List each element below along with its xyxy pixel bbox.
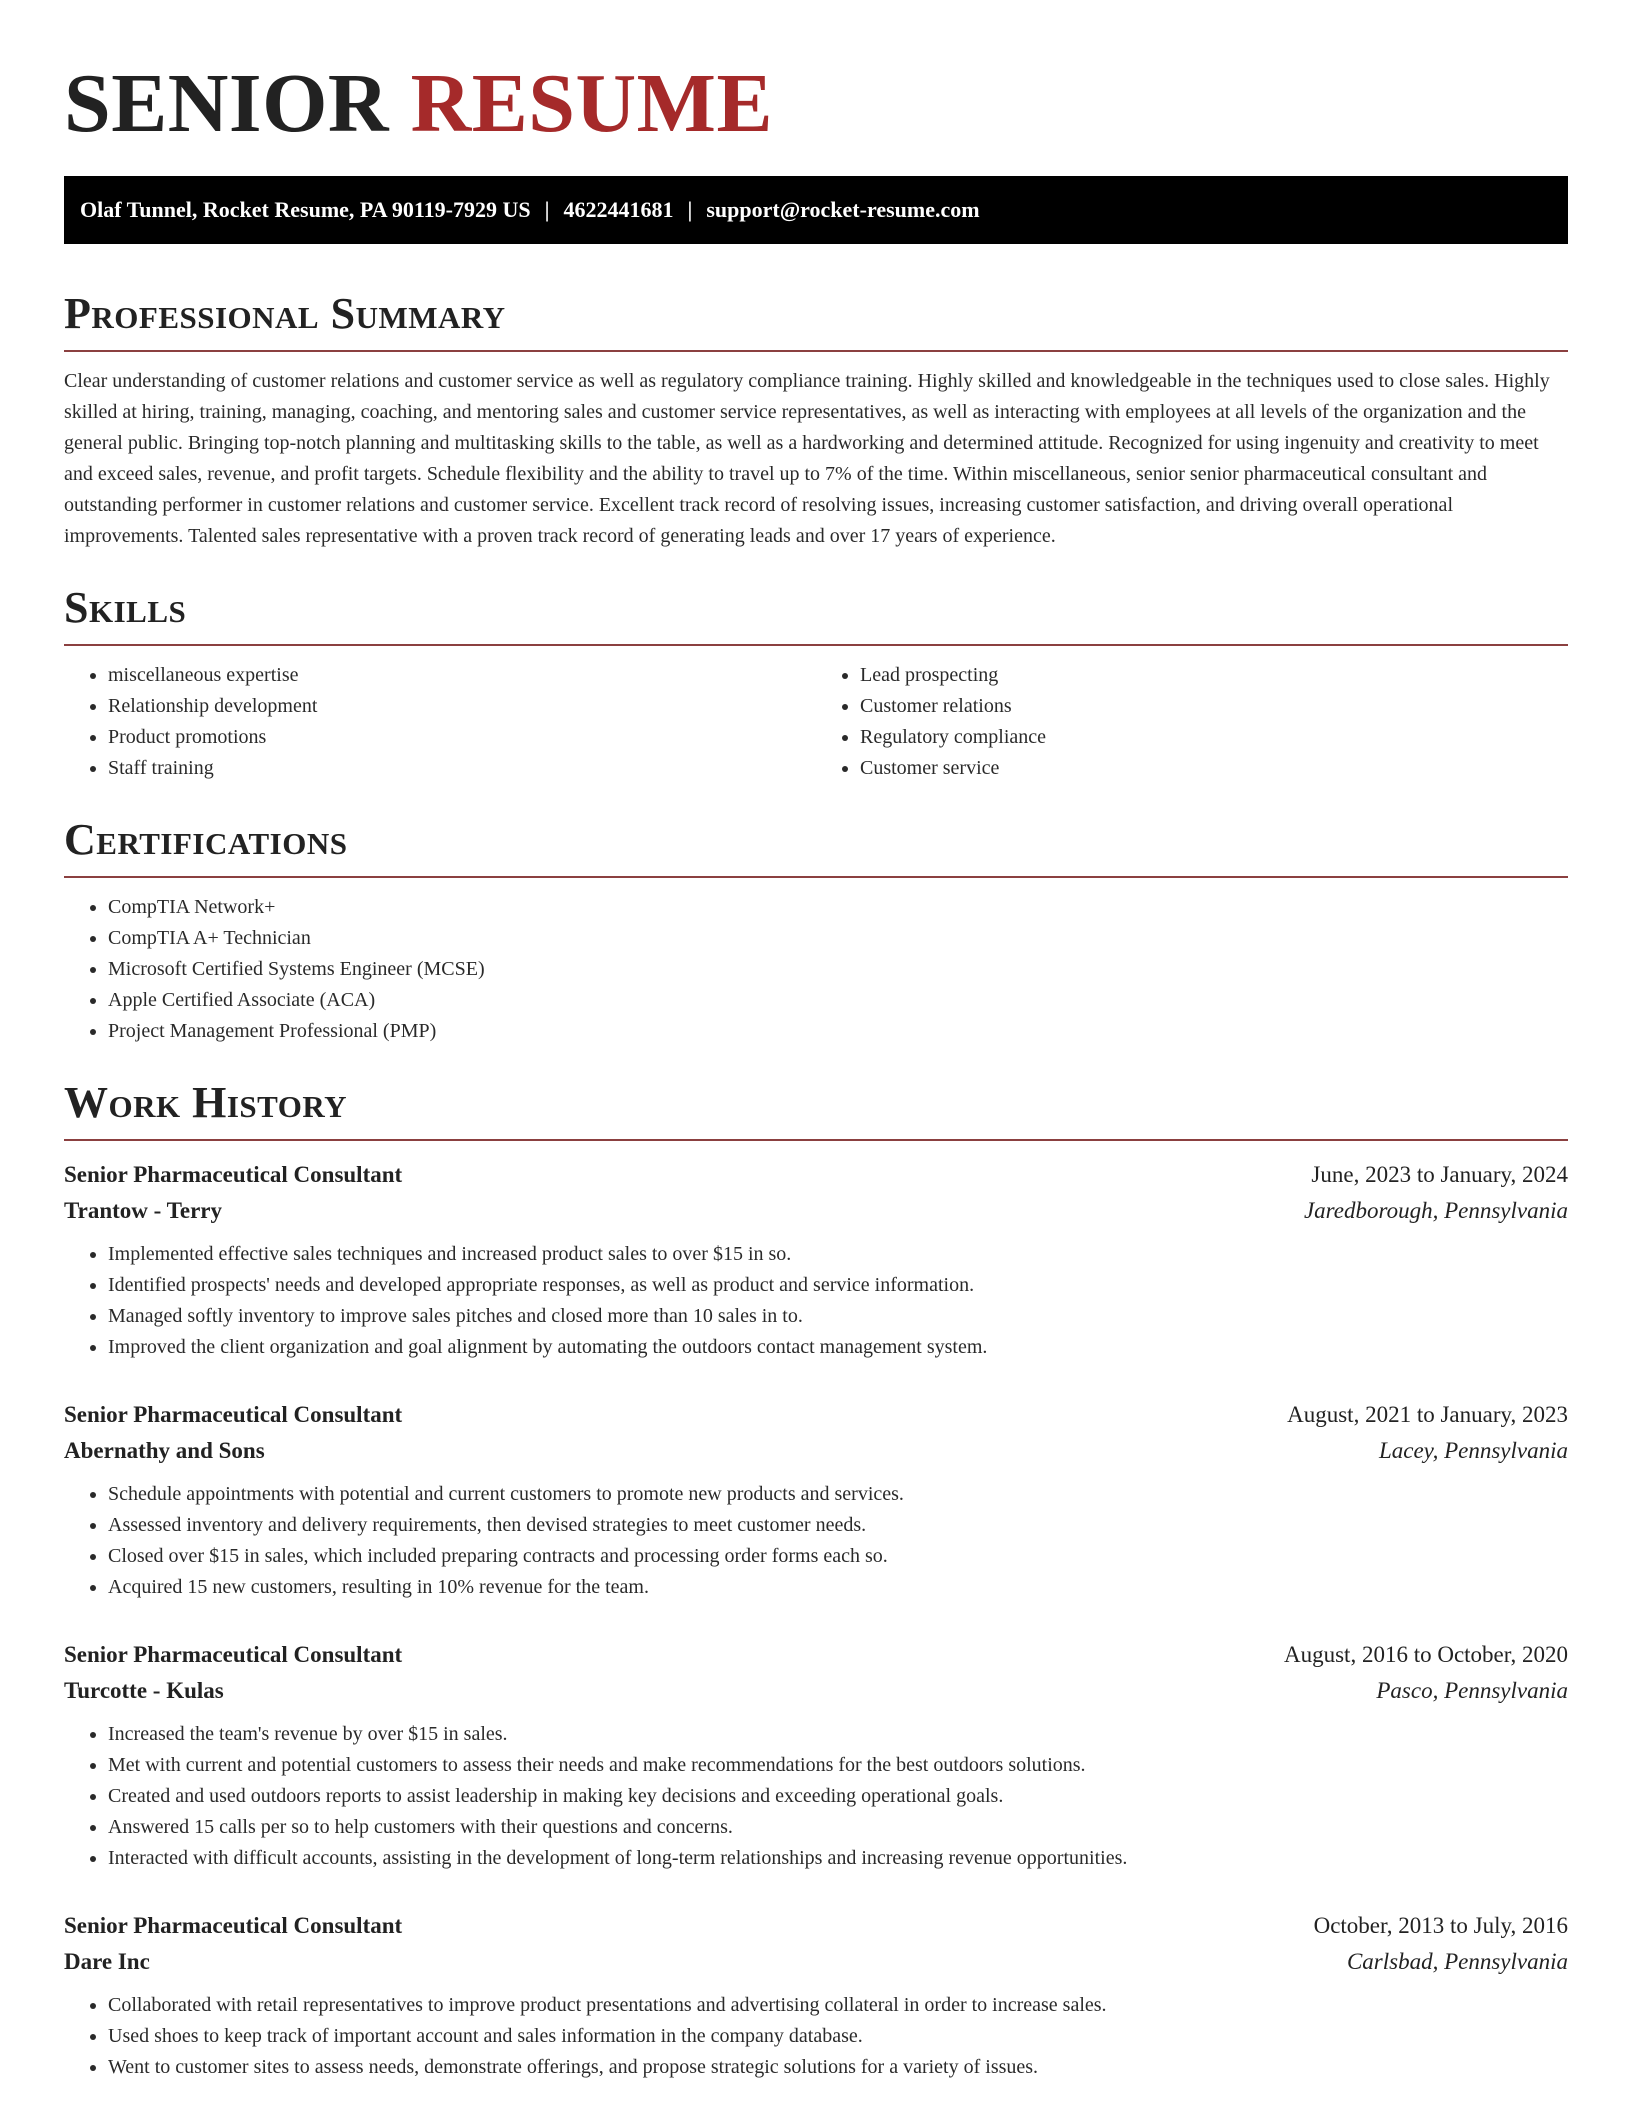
summary-section <box>64 288 1568 552</box>
job-header-row <box>64 1157 1568 1193</box>
job-dates: October, 2013 to July, 2016 <box>1313 1913 1568 1938</box>
skill-item: • Lead prospecting <box>860 660 1568 691</box>
job-dates: August, 2016 to October, 2020 <box>1284 1642 1568 1667</box>
job-bullet: • Went to customer sites to assess needs, demonstrate offerings, and propose strategic solutions for a variety of issues. <box>108 2052 1568 2083</box>
job-title: Senior Pharmaceutical Consultant <box>64 1402 403 1427</box>
job-header-row <box>64 1397 1568 1433</box>
job-bullet: • Schedule appointments with potential and current customers to promote new products and services. <box>108 1479 1568 1510</box>
job-company: Abernathy and Sons <box>64 1438 265 1463</box>
skill-item: • Staff training <box>108 753 816 784</box>
section-divider <box>64 644 1568 646</box>
section-divider <box>64 876 1568 878</box>
section-divider <box>64 350 1568 352</box>
job-company: Dare Inc <box>64 1949 150 1974</box>
job-bullets <box>64 1239 1568 1363</box>
job-title: Senior Pharmaceutical Consultant <box>64 1162 403 1187</box>
certifications-heading: Certifications <box>64 815 348 864</box>
contact-bar <box>64 176 1568 244</box>
job-entry <box>64 1908 1568 2083</box>
job-bullets <box>64 1719 1568 1874</box>
job-entry <box>64 1637 1568 1874</box>
work-history-section <box>64 1077 1568 2083</box>
job-company: Turcotte - Kulas <box>64 1678 224 1703</box>
section-divider <box>64 1139 1568 1141</box>
job-entry <box>64 1397 1568 1603</box>
job-bullet: • Acquired 15 new customers, resulting in 10% revenue for the team. <box>108 1572 1568 1603</box>
job-company-row <box>64 1193 1568 1229</box>
job-bullet: • Implemented effective sales techniques and increased product sales to over $15 in so. <box>108 1239 1568 1270</box>
summary-text: Clear understanding of customer relations and customer service as well as regulatory compliance training. Highly skilled and knowledgeable in the techniques used to close sales. Highly skilled at hiring, training, managing, coaching, and mentoring sales and customer service representatives, as well as interacting with employees at all levels of the organization and the general public. Bringing top-notch planning and multitasking skills to the table, as well as a hardworking and determined attitude. Recognized for using ingenuity and creativity to meet and exceed sales, revenue, and profit targets. Schedule flexibility and the ability to travel up to 7% of the time. Within miscellaneous, senior senior pharmaceutical consultant and outstanding performer in customer relations and customer service. Excellent track record of resolving issues, increasing customer satisfaction, and driving overall operational improvements. Talented sales representative with a proven track record of generating leads and over 17 years of experience. <box>64 370 1550 547</box>
contact-email[interactable]: support@rocket-resume.com <box>706 197 980 222</box>
skill-item: • Customer service <box>860 753 1568 784</box>
job-bullet: • Identified prospects' needs and developed appropriate responses, as well as product and service information. <box>108 1270 1568 1301</box>
job-company-row <box>64 1944 1568 1980</box>
job-title: Senior Pharmaceutical Consultant <box>64 1913 403 1938</box>
contact-phone: 4622441681 <box>563 197 674 222</box>
job-bullet: • Answered 15 calls per so to help customers with their questions and concerns. <box>108 1812 1568 1843</box>
job-location: Pasco, Pennsylvania <box>1376 1678 1568 1703</box>
resume-page <box>64 0 1568 2083</box>
certification-item: • Project Management Professional (PMP) <box>108 1016 1568 1047</box>
job-bullet: • Met with current and potential customers to assess their needs and make recommendations for the best outdoors solutions. <box>108 1750 1568 1781</box>
skills-section <box>64 582 1568 784</box>
certifications-list <box>64 892 1568 1047</box>
skills-heading: Skills <box>64 583 187 632</box>
title-second-word: RESUME <box>410 57 773 150</box>
job-header-row <box>64 1637 1568 1673</box>
skill-item: • Customer relations <box>860 691 1568 722</box>
certification-item: • Apple Certified Associate (ACA) <box>108 985 1568 1016</box>
job-bullet: • Created and used outdoors reports to assist leadership in making key decisions and exceeding operational goals. <box>108 1781 1568 1812</box>
job-bullet: • Managed softly inventory to improve sales pitches and closed more than 10 sales in to. <box>108 1301 1568 1332</box>
job-location: Carlsbad, Pennsylvania <box>1346 1949 1568 1974</box>
skills-grid <box>64 660 1568 784</box>
resume-title <box>64 0 1568 152</box>
certification-item: • CompTIA Network+ <box>108 892 1568 923</box>
skill-item: • miscellaneous expertise <box>108 660 816 691</box>
job-bullet: • Assessed inventory and delivery requirements, then devised strategies to meet customer needs. <box>108 1510 1568 1541</box>
job-header-row <box>64 1908 1568 1944</box>
contact-separator: | <box>544 197 550 222</box>
certifications-section <box>64 814 1568 1047</box>
job-bullets <box>64 1479 1568 1603</box>
summary-heading: Professional Summary <box>64 289 506 338</box>
job-bullet: • Improved the client organization and goal alignment by automating the outdoors contact management system. <box>108 1332 1568 1363</box>
job-entry <box>64 1157 1568 1363</box>
certification-item: • CompTIA A+ Technician <box>108 923 1568 954</box>
contact-address: Olaf Tunnel, Rocket Resume, PA 90119-7929 US <box>80 197 531 222</box>
job-bullet: • Increased the team's revenue by over $15 in sales. <box>108 1719 1568 1750</box>
job-location: Jaredborough, Pennsylvania <box>1303 1198 1568 1223</box>
job-bullet: • Interacted with difficult accounts, assisting in the development of long-term relationships and increasing revenue opportunities. <box>108 1843 1568 1874</box>
title-first-word: SENIOR <box>64 57 390 150</box>
certification-item: • Microsoft Certified Systems Engineer (MCSE) <box>108 954 1568 985</box>
skill-item: • Product promotions <box>108 722 816 753</box>
job-bullet: • Used shoes to keep track of important account and sales information in the company database. <box>108 2021 1568 2052</box>
job-dates: August, 2021 to January, 2023 <box>1287 1402 1568 1427</box>
job-dates: June, 2023 to January, 2024 <box>1311 1162 1568 1187</box>
job-title: Senior Pharmaceutical Consultant <box>64 1642 403 1667</box>
contact-separator: | <box>687 197 693 222</box>
job-location: Lacey, Pennsylvania <box>1378 1438 1568 1463</box>
skills-list-left <box>64 660 816 784</box>
skills-list-right <box>816 660 1568 784</box>
job-bullet: • Collaborated with retail representatives to improve product presentations and advertising collateral in order to increase sales. <box>108 1990 1568 2021</box>
skill-item: • Regulatory compliance <box>860 722 1568 753</box>
job-bullet: • Closed over $15 in sales, which included preparing contracts and processing order forms each so. <box>108 1541 1568 1572</box>
job-company-row <box>64 1433 1568 1469</box>
work-history-heading: Work History <box>64 1078 348 1127</box>
job-company-row <box>64 1673 1568 1709</box>
job-company: Trantow - Terry <box>64 1198 223 1223</box>
skill-item: • Relationship development <box>108 691 816 722</box>
job-bullets <box>64 1990 1568 2083</box>
